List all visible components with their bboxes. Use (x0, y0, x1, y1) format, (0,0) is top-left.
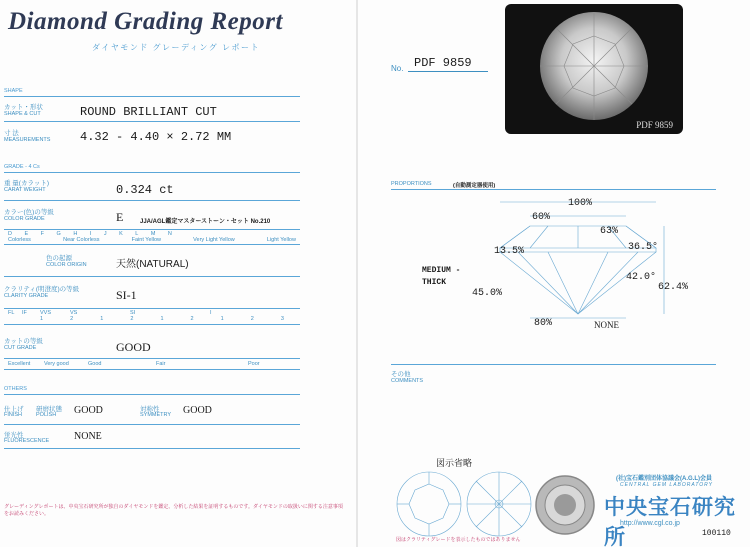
finish-label-jp: 仕上げ (4, 406, 24, 413)
polish-label-en: POLISH (36, 412, 57, 418)
pavilion-outline (500, 252, 656, 314)
right-page (358, 0, 750, 547)
color-letter: F (40, 231, 45, 237)
report-number: 100110 (702, 529, 731, 538)
clarity-subgrade: 3 (280, 316, 284, 322)
color-letter: N (167, 231, 172, 237)
left-page (0, 0, 357, 547)
cut-label-en: CUT GRADE (4, 345, 37, 351)
girdle-value: MEDIUM - THICK (422, 266, 461, 287)
comments-label-en: COMMENTS (391, 378, 424, 384)
shape-section-rule (4, 96, 300, 97)
lab-name-en: CENTRAL GEM LABORATORY (620, 482, 713, 488)
lab-url: http://www.cgl.co.jp (620, 520, 680, 527)
color-scale-label: Faint Yellow (131, 237, 161, 243)
clarity-subgrade: 2 (130, 316, 134, 322)
number-underline (408, 71, 488, 72)
proportions-note: (自動測定器使用) (453, 183, 496, 189)
clarity-label-jp: クラリティ(明澄度)の等級 (4, 286, 80, 293)
clarity-value: SI-1 (116, 288, 137, 302)
lab-affiliation: (社)宝石鑑別団体協議会(A.G.L)会員 (616, 476, 712, 482)
color-letter: K (119, 231, 123, 237)
report-title: Diamond Grading Report (8, 8, 283, 35)
symmetry-label-jp: 対称性 (140, 406, 160, 413)
color-letter: I (89, 231, 92, 237)
carat-value: 0.324 ct (116, 183, 174, 197)
table-value: 60% (532, 212, 551, 223)
diamond-photo (505, 4, 683, 134)
fluorescence-value: NONE (74, 431, 102, 442)
comments-rule (391, 364, 716, 365)
cut-value: GOOD (116, 340, 151, 354)
finish-label-en: FINISH (4, 412, 23, 418)
lab-logo: 中央宝石研究所 (604, 496, 736, 547)
footnote: グレーディングレポートは、中央宝石研究所が独自のダイヤモンドを鑑定、分析した結果を証明するものです。ダイヤモンドの取扱いに関する注意事項をお読みください。 (4, 504, 343, 517)
clarity-subgrade: 1 (100, 316, 104, 322)
clarity-grade: VS (70, 310, 78, 316)
measurements-label-jp: 寸 法 (4, 130, 19, 137)
color-letter: L (135, 231, 139, 237)
clarity-subgrade: 1 (40, 316, 44, 322)
color-letter: J (103, 231, 107, 237)
crown-angle-value: 36.5° (628, 242, 659, 253)
clarity-grade: IF (22, 310, 27, 316)
fluorescence-label-en: FLUORESCENCE (4, 438, 50, 444)
cut-label-jp: カットの等級 (4, 338, 43, 345)
grade-section-heading: GRADE - 4 Cs (4, 164, 40, 170)
number-value: PDF 9859 (414, 56, 472, 70)
clarity-subgrade: 2 (250, 316, 254, 322)
proportions-rule (391, 189, 716, 190)
total-depth-value: 62.4% (658, 282, 689, 293)
origin-value: 天然(NATURAL) (116, 259, 189, 270)
clarity-subgrade: 1 (220, 316, 224, 322)
clarity-subgrade: 2 (70, 316, 74, 322)
diagram-note: 図はクラリティグレードを表示したものではありません (396, 537, 521, 543)
symmetry-label-en: SYMMETRY (140, 412, 172, 418)
clarity-subgrade: 2 (190, 316, 194, 322)
color-master-note: JJA/AGL鑑定マスターストーン・セット No.210 (140, 219, 271, 225)
culet-value: NONE (594, 320, 619, 330)
rule (4, 448, 300, 449)
rule (4, 424, 300, 425)
proportion-diagram (478, 196, 678, 326)
grade-section-rule (4, 172, 300, 173)
pavilion-depth-value: 45.0% (472, 288, 503, 299)
clarity-grade: FL (8, 310, 15, 316)
cut-scale-label: Poor (248, 361, 260, 367)
color-letter: E (24, 231, 29, 237)
clarity-grade: SI (130, 310, 136, 316)
comments-label-jp: その他 (391, 371, 411, 378)
fluorescence-label-jp: 蛍光性 (4, 432, 24, 439)
diagram-omitted-title: 図示省略 (436, 458, 473, 468)
shape-label-jp: カット・形状 (4, 104, 43, 111)
total-width-value: 100% (568, 198, 593, 209)
clarity-scale (4, 308, 300, 325)
color-scale-label: Near Colorless (63, 237, 100, 243)
measurements-label-en: MEASUREMENTS (4, 137, 51, 143)
rule (4, 276, 300, 277)
report-subtitle: ダイヤモンド グレーディング レポート (92, 43, 260, 52)
crown-percent-value: 63% (600, 226, 619, 237)
color-scale-label: Colorless (8, 237, 31, 243)
carat-label-en: CARAT WEIGHT (4, 187, 46, 193)
crown-height-value: 13.5% (494, 246, 525, 257)
cut-scale-label: Excellent (8, 361, 31, 367)
color-scale-label: Light Yellow (266, 237, 296, 243)
cut-scale (4, 358, 300, 370)
shape-value: ROUND BRILLIANT CUT (80, 105, 217, 119)
cut-scale-label: Fair (156, 361, 166, 367)
proportions-label: PROPORTIONS (391, 181, 432, 187)
color-label-en: COLOR GRADE (4, 216, 45, 222)
symmetry-value: GOOD (183, 405, 212, 416)
photo-caption: PDF 9859 (636, 120, 673, 130)
color-letter: G (56, 231, 61, 237)
rule (4, 121, 300, 122)
pavilion-angle-value: 42.0° (626, 272, 657, 283)
polish-value: GOOD (74, 405, 103, 416)
others-section-heading: OTHERS (4, 386, 27, 392)
shape-label-en: SHAPE & CUT (4, 111, 41, 117)
others-section-rule (4, 394, 300, 395)
color-letter: M (150, 231, 156, 237)
lower-half-value: 80% (534, 318, 553, 329)
clarity-label-en: CLARITY GRADE (4, 293, 49, 299)
cut-scale-label: Good (88, 361, 102, 367)
origin-label-jp: 色の起源 (46, 255, 72, 262)
clarity-subgrade: 1 (160, 316, 164, 322)
clarity-grade: VVS (40, 310, 52, 316)
lab-seal (534, 474, 596, 536)
carat-label-jp: 重 量(カラット) (4, 180, 50, 187)
polish-label-jp: 研磨状態 (36, 406, 62, 413)
measurements-value: 4.32 - 4.40 × 2.72 MM (80, 130, 232, 144)
color-letter: D (8, 231, 12, 237)
cut-scale-label: Very good (44, 361, 69, 367)
diamond-photo-image (505, 4, 683, 134)
color-value: E (116, 210, 124, 224)
color-label-jp: カラー(色)の等級 (4, 209, 54, 216)
clarity-grade: I (210, 310, 212, 316)
shape-section-heading: SHAPE (4, 88, 23, 94)
rule (4, 200, 300, 201)
origin-label-en: COLOR ORIGIN (46, 262, 87, 268)
color-letter: H (73, 231, 78, 237)
number-label: No. (391, 64, 404, 73)
color-scale (4, 229, 300, 245)
color-scale-label: Very Light Yellow (193, 237, 235, 243)
